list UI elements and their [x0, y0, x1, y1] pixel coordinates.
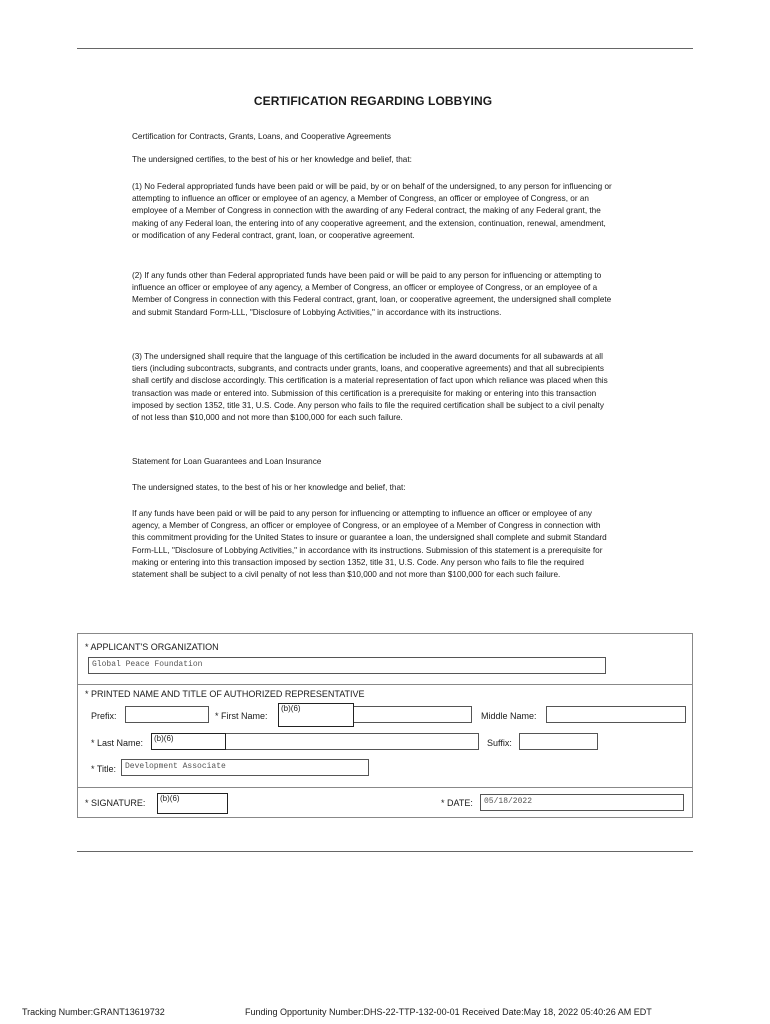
form-divider: [78, 684, 692, 685]
last-name-redaction: (b)(6): [151, 733, 226, 750]
middle-name-label: Middle Name:: [481, 711, 537, 721]
certification-form: [77, 633, 693, 818]
date-label: * DATE:: [441, 798, 473, 808]
loan-intro: The undersigned states, to the best of his or her knowledge and belief, that:: [132, 483, 406, 492]
paragraph-2: (2) If any funds other than Federal appropriated funds have been paid or will be paid to any person for influencing or attempting to influence an officer or employee of any agency, a Member of Congress, an officer or employee of Congress, or an employee of a Member of Congress in connection with this Federal contract, grant, loan, or cooperative agreement, the undersigned shall complete and submit Standard Form-LLL, "Disclosure of Lobbying Activities," in accordance with its instructions.: [132, 271, 612, 317]
first-name-label: * First Name:: [215, 711, 268, 721]
signature-redaction: (b)(6): [157, 793, 228, 814]
bottom-rule: [77, 851, 693, 852]
paragraph-1: (1) No Federal appropriated funds have been paid or will be paid, by or on behalf of the undersigned, to any person for influencing or attempting to influence an officer or employee of an agency, a Member of Congress, an officer or employee of Congress, or an employee of a Member of Congress in connection with the awarding of any Federal contract, the making of any Federal grant, the making of any Federal loan, the entering into of any cooperative agreement, and the extension, continuation, renewal, amendment, or modification of any Federal contract, grant, loan, or cooperative agreement.: [132, 182, 612, 240]
suffix-field[interactable]: [519, 733, 598, 750]
funding-opportunity: Funding Opportunity Number:DHS-22-TTP-132-00-01 Received Date:May 18, 2022 05:40:26 AM EDT: [245, 1007, 652, 1017]
suffix-label: Suffix:: [487, 738, 512, 748]
rep-label: * PRINTED NAME AND TITLE OF AUTHORIZED REPRESENTATIVE: [85, 689, 365, 699]
paragraph-3: (3) The undersigned shall require that the language of this certification be included in the award documents for all subawards at all tiers (including subcontracts, subgrants, and contracts under grants, loans, and cooperative agreements) and that all subrecipients shall certify and disclose accordingly. This certification is a material representation of fact upon which reliance was placed when this transaction was made or entered into. Submission of this certification is a prerequisite for making or entering into this transaction imposed by section 1352, title 31, U.S. Code. Any person who fails to file the required certification shall be subject to a civil penalty of not less than $10,000 and not more than $100,000 for each such failure.: [132, 352, 608, 423]
loan-paragraph: If any funds have been paid or will be paid to any person for influencing or attempting to influence an officer or employee of any agency, a Member of Congress, an officer or employee of Congress, or an employee of a Member of Congress in connection with this commitment providing for the United States to insure or guarantee a loan, the undersigned shall complete and submit Standard Form-LLL, "Disclosure of Lobbying Activities," in accordance with its instructions. Submission of this statement is a prerequisite for making or entering into this transaction imposed by section 1352, title 31, U.S. Code. Any person who fails to file the required statement shall be subject to a civil penalty of not less than $10,000 and not more than $100,000 for each such failure.: [132, 509, 607, 580]
date-field[interactable]: 05/18/2022: [480, 794, 684, 811]
prefix-label: Prefix:: [91, 711, 117, 721]
signature-label: * SIGNATURE:: [85, 798, 146, 808]
middle-name-field[interactable]: [546, 706, 686, 723]
title-label: * Title:: [91, 764, 117, 774]
organization-field[interactable]: Global Peace Foundation: [88, 657, 606, 674]
title-field[interactable]: Development Associate: [121, 759, 369, 776]
loan-heading: Statement for Loan Guarantees and Loan Insurance: [132, 457, 322, 466]
org-label: * APPLICANT'S ORGANIZATION: [85, 642, 219, 652]
form-divider: [78, 787, 692, 788]
top-rule: [77, 48, 693, 49]
first-name-redaction: (b)(6): [278, 703, 354, 727]
contracts-intro: The undersigned certifies, to the best of his or her knowledge and belief, that:: [132, 155, 412, 164]
page-title: CERTIFICATION REGARDING LOBBYING: [253, 94, 493, 108]
tracking-number: Tracking Number:GRANT13619732: [22, 1007, 165, 1017]
contracts-heading: Certification for Contracts, Grants, Loans, and Cooperative Agreements: [132, 132, 391, 141]
prefix-field[interactable]: [125, 706, 209, 723]
last-name-label: * Last Name:: [91, 738, 144, 748]
